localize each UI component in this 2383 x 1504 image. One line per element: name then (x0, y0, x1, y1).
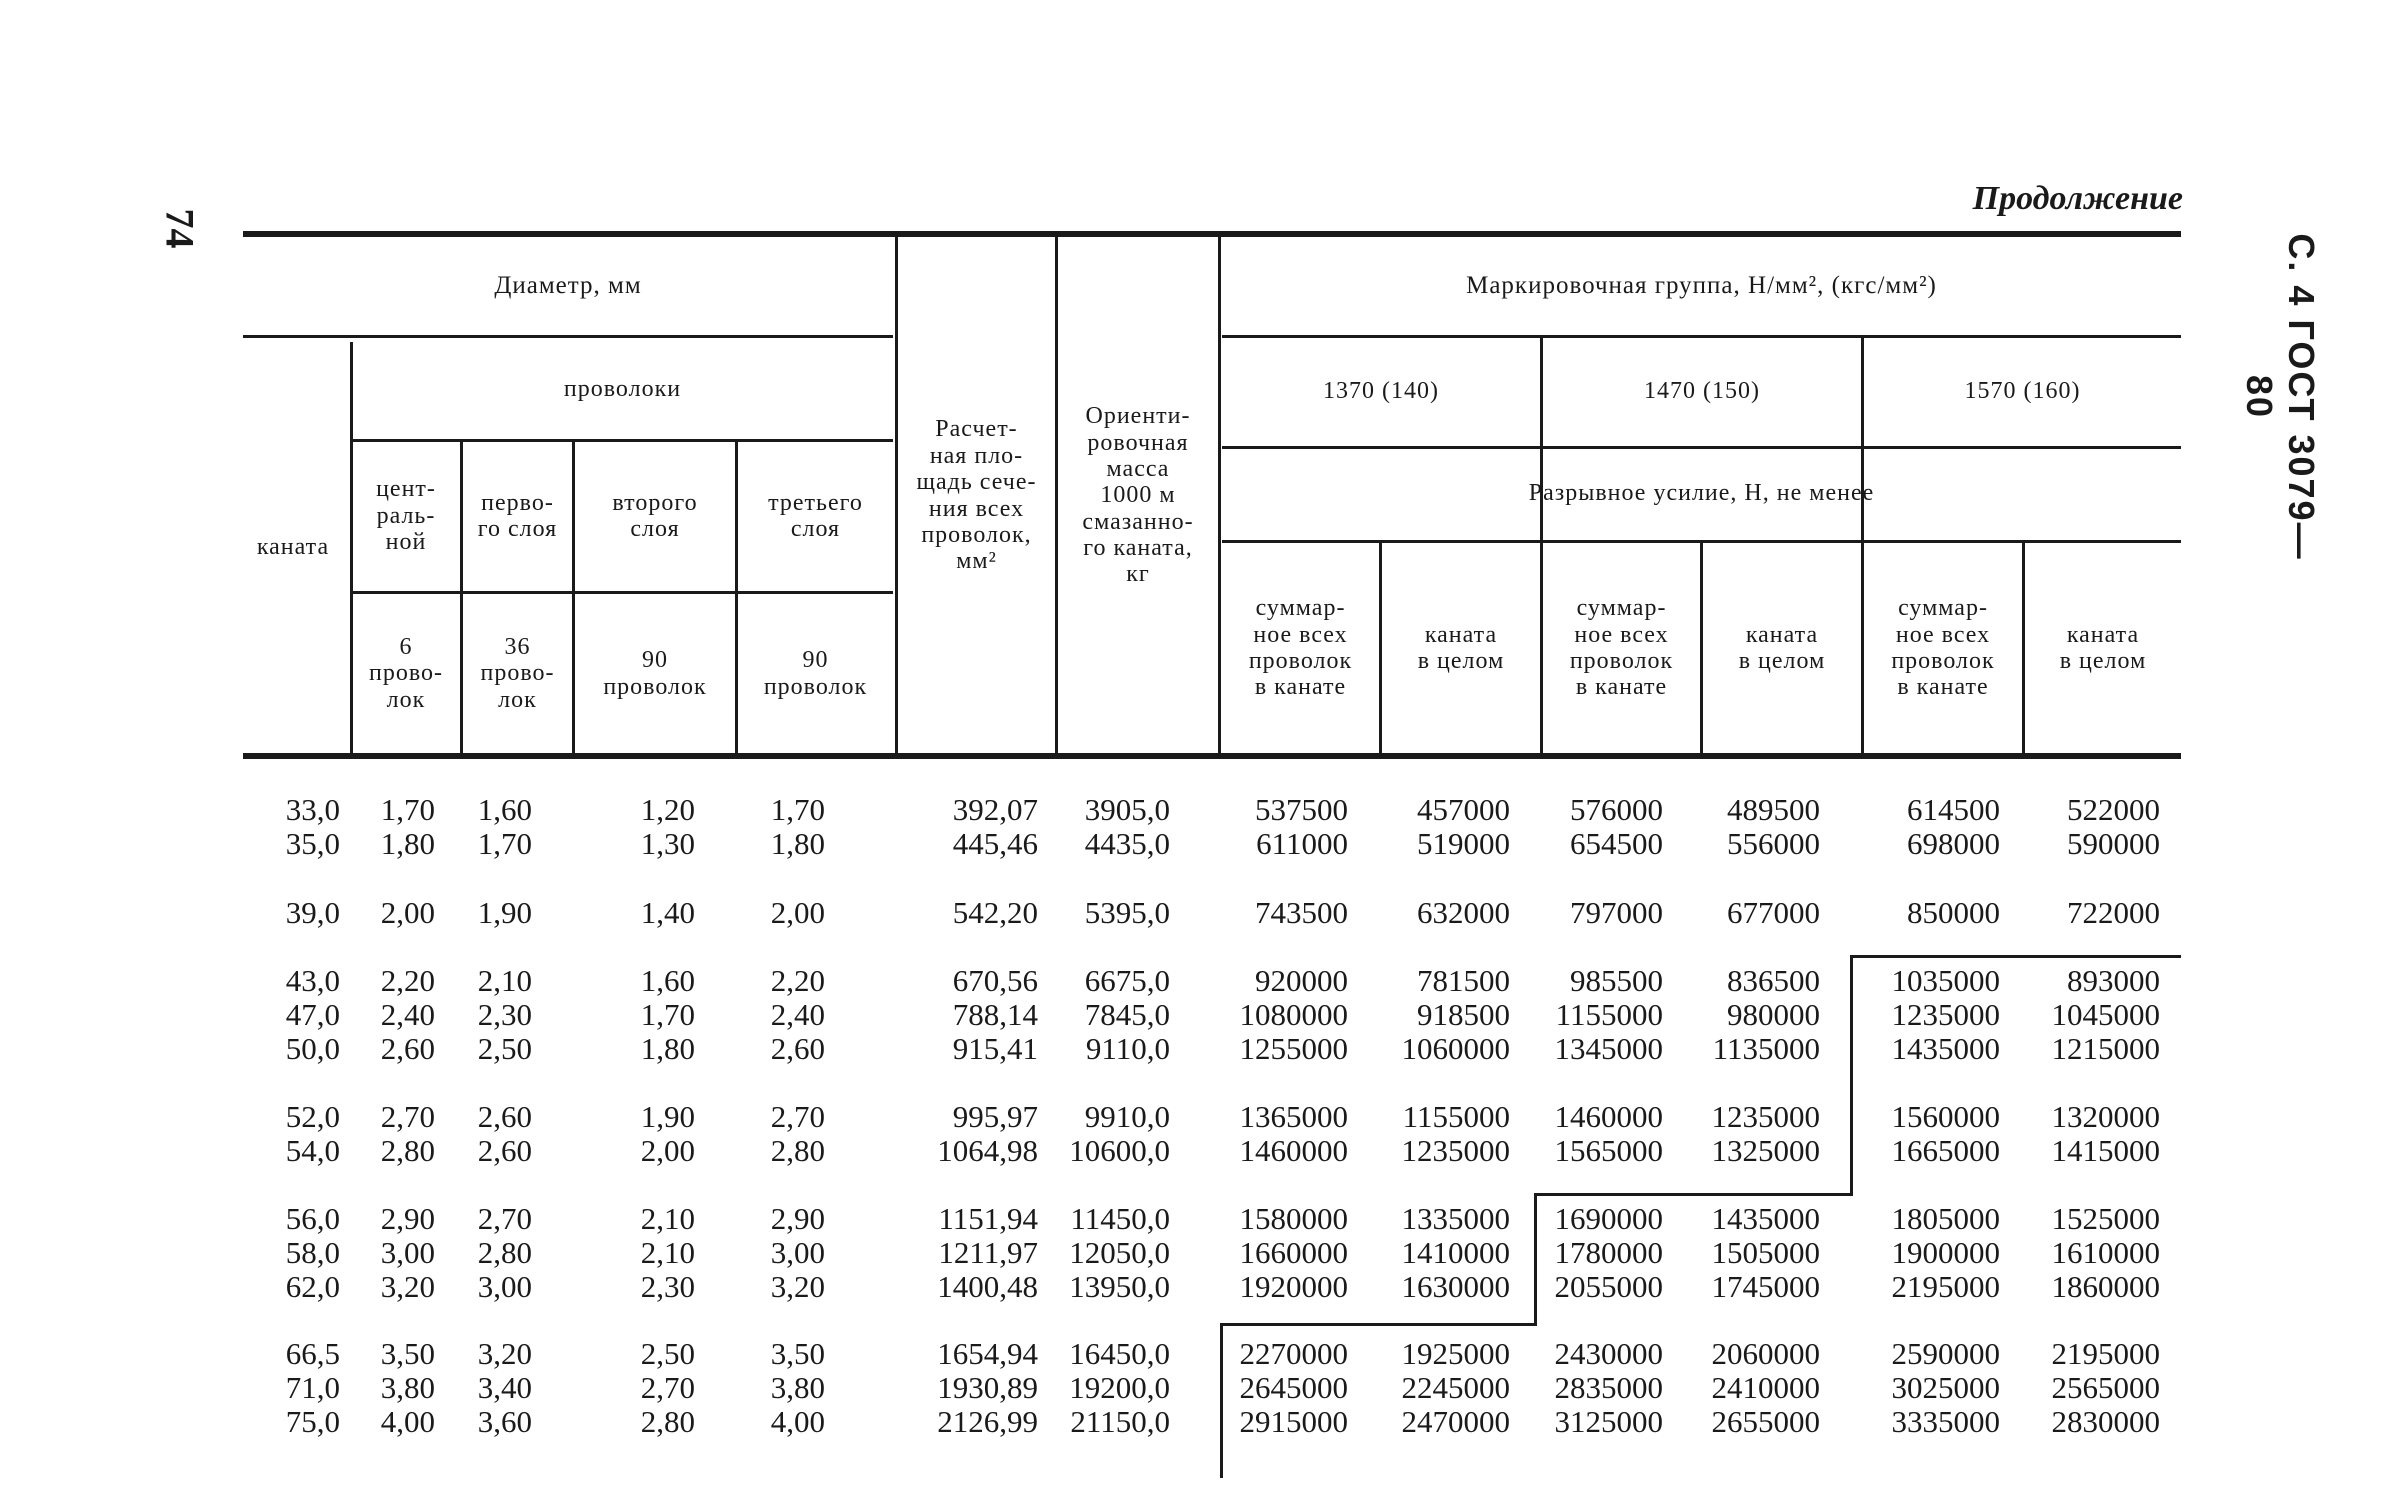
cell-rope-1570: 1415000 (2051, 1133, 2160, 1168)
header-breaking-force: Разрывное усилие, Н, не менее (1528, 480, 1875, 507)
cell-second-layer: 2,50 (640, 1336, 695, 1371)
header-central-count: 6 прово- лок (368, 633, 443, 713)
cell-rope-1570: 2830000 (2051, 1404, 2160, 1439)
cell-first-layer: 2,60 (477, 1099, 532, 1134)
cell-rope-1470: 1235000 (1711, 1099, 1820, 1134)
cell-area: 2126,99 (937, 1404, 1038, 1439)
cell-sum-1470: 576000 (1570, 792, 1663, 827)
cell-rope-1570: 2195000 (2051, 1336, 2160, 1371)
continuation-label: Продолжение (1972, 180, 2183, 217)
cell-rope-1470: 556000 (1727, 826, 1820, 861)
cell-sum-1570: 1560000 (1891, 1099, 2000, 1134)
cell-sum-1470: 2055000 (1554, 1269, 1663, 1304)
cell-third-layer: 1,70 (770, 792, 825, 827)
cell-sum-1470: 654500 (1570, 826, 1663, 861)
cell-second-layer: 1,60 (640, 963, 695, 998)
cell-rope-diameter: 56,0 (285, 1201, 340, 1236)
cell-rope-1570: 893000 (2067, 963, 2160, 998)
cell-area: 1400,48 (937, 1269, 1038, 1304)
cell-sum-1470: 797000 (1570, 895, 1663, 930)
cell-first-layer: 2,70 (477, 1201, 532, 1236)
cell-rope-diameter: 75,0 (285, 1404, 340, 1439)
cell-mass: 16450,0 (1069, 1336, 1170, 1371)
cell-second-layer: 1,30 (640, 826, 695, 861)
cell-rope-diameter: 39,0 (285, 895, 340, 930)
cell-mass: 12050,0 (1069, 1235, 1170, 1270)
cell-rope-1370: 1335000 (1401, 1201, 1510, 1236)
cell-sum-1470: 1460000 (1554, 1099, 1663, 1134)
cell-sum-1370: 2645000 (1239, 1370, 1348, 1405)
cell-second-layer: 1,40 (640, 895, 695, 930)
cell-mass: 21150,0 (1070, 1404, 1170, 1439)
header-rope-whole-3: каната в целом (2059, 621, 2147, 674)
cell-central-wire: 1,70 (380, 792, 435, 827)
cell-rope-1470: 1435000 (1711, 1201, 1820, 1236)
cell-area: 1654,94 (937, 1336, 1038, 1371)
cell-third-layer: 2,80 (770, 1133, 825, 1168)
cell-mass: 4435,0 (1084, 826, 1170, 861)
cell-mass: 11450,0 (1070, 1201, 1170, 1236)
cell-rope-1370: 918500 (1417, 997, 1510, 1032)
cell-sum-1470: 2430000 (1554, 1336, 1663, 1371)
cell-area: 445,46 (952, 826, 1038, 861)
cell-rope-1570: 1610000 (2051, 1235, 2160, 1270)
cell-area: 995,97 (952, 1099, 1038, 1134)
cell-rope-diameter: 43,0 (285, 963, 340, 998)
cell-rope-1370: 1630000 (1401, 1269, 1510, 1304)
cell-first-layer: 1,90 (477, 895, 532, 930)
cell-rope-1370: 2470000 (1401, 1404, 1510, 1439)
cell-sum-1370: 1580000 (1239, 1201, 1348, 1236)
cell-rope-1470: 2655000 (1711, 1404, 1820, 1439)
cell-sum-1370: 920000 (1255, 963, 1348, 998)
header-marking-group: Маркировочная группа, Н/мм², (кгс/мм²) (1466, 271, 1937, 299)
cell-sum-1370: 1920000 (1239, 1269, 1348, 1304)
cell-first-layer: 2,30 (477, 997, 532, 1032)
cell-central-wire: 3,50 (380, 1336, 435, 1371)
cell-third-layer: 2,00 (770, 895, 825, 930)
header-central: цент- раль- ной (376, 476, 436, 556)
cell-area: 788,14 (952, 997, 1038, 1032)
cell-first-layer: 2,10 (477, 963, 532, 998)
cell-sum-1470: 2835000 (1554, 1370, 1663, 1405)
cell-sum-1570: 3025000 (1891, 1370, 2000, 1405)
cell-central-wire: 2,70 (380, 1099, 435, 1134)
cell-rope-diameter: 50,0 (285, 1031, 340, 1066)
header-sum-wires-1: суммар- ное всех проволок в канате (1248, 595, 1353, 701)
header-third-layer: третьего слоя (768, 489, 863, 542)
cell-rope-1570: 590000 (2067, 826, 2160, 861)
cell-rope-1370: 1410000 (1401, 1235, 1510, 1270)
cell-rope-1470: 980000 (1727, 997, 1820, 1032)
header-rope: каната (256, 534, 330, 561)
cell-mass: 19200,0 (1069, 1370, 1170, 1405)
cell-first-layer: 2,80 (477, 1235, 532, 1270)
header-grade-1470: 1470 (150) (1644, 377, 1760, 404)
cell-sum-1470: 1345000 (1554, 1031, 1663, 1066)
cell-mass: 7845,0 (1084, 997, 1170, 1032)
cell-third-layer: 3,50 (770, 1336, 825, 1371)
cell-area: 1211,97 (938, 1235, 1038, 1270)
cell-rope-1370: 632000 (1417, 895, 1510, 930)
header-rope-whole-1: каната в целом (1417, 621, 1505, 674)
header-sum-wires-2: суммар- ное всех проволок в канате (1569, 595, 1674, 701)
cell-second-layer: 2,70 (640, 1370, 695, 1405)
cell-rope-diameter: 47,0 (285, 997, 340, 1032)
cell-third-layer: 2,20 (770, 963, 825, 998)
cell-sum-1370: 1365000 (1239, 1099, 1348, 1134)
cell-central-wire: 2,20 (380, 963, 435, 998)
cell-sum-1370: 743500 (1255, 895, 1348, 930)
vrule-mass (1218, 237, 1221, 753)
cell-second-layer: 1,80 (640, 1031, 695, 1066)
table-header-bottom-rule (243, 753, 2181, 759)
cell-sum-1370: 1660000 (1239, 1235, 1348, 1270)
cell-sum-1570: 850000 (1907, 895, 2000, 930)
cell-rope-1570: 1525000 (2051, 1201, 2160, 1236)
cell-second-layer: 1,90 (640, 1099, 695, 1134)
cell-third-layer: 2,40 (770, 997, 825, 1032)
cell-sum-1470: 3125000 (1554, 1404, 1663, 1439)
cell-rope-1370: 2245000 (1401, 1370, 1510, 1405)
cell-sum-1370: 1080000 (1239, 997, 1348, 1032)
cell-second-layer: 1,70 (640, 997, 695, 1032)
header-wires: проволоки (563, 376, 682, 403)
cell-mass: 10600,0 (1069, 1133, 1170, 1168)
cell-central-wire: 3,00 (380, 1235, 435, 1270)
rule-under-diameter (243, 335, 893, 338)
step-rule-3 (1220, 1323, 1537, 1326)
page-number: 74 (157, 208, 203, 249)
cell-third-layer: 4,00 (770, 1404, 825, 1439)
cell-rope-1570: 1215000 (2051, 1031, 2160, 1066)
header-rope-whole-2: каната в целом (1738, 621, 1826, 674)
cell-second-layer: 1,20 (640, 792, 695, 827)
cell-sum-1370: 2270000 (1239, 1336, 1348, 1371)
step-rule-2 (1534, 1193, 1853, 1196)
cell-rope-1470: 489500 (1727, 792, 1820, 827)
cell-rope-diameter: 33,0 (285, 792, 340, 827)
header-first-layer: перво- го слоя (477, 489, 558, 542)
step-rule-1 (1850, 955, 2181, 958)
cell-sum-1470: 1690000 (1554, 1201, 1663, 1236)
cell-area: 542,20 (952, 895, 1038, 930)
cell-second-layer: 2,80 (640, 1404, 695, 1439)
cell-rope-diameter: 54,0 (285, 1133, 340, 1168)
cell-rope-1570: 522000 (2067, 792, 2160, 827)
cell-central-wire: 4,00 (380, 1404, 435, 1439)
cell-rope-1470: 677000 (1727, 895, 1820, 930)
cell-rope-1370: 1235000 (1401, 1133, 1510, 1168)
cell-area: 392,07 (952, 792, 1038, 827)
cell-first-layer: 3,20 (477, 1336, 532, 1371)
cell-first-layer: 3,60 (477, 1404, 532, 1439)
cell-rope-diameter: 58,0 (285, 1235, 340, 1270)
cell-area: 915,41 (952, 1031, 1038, 1066)
cell-first-layer: 3,40 (477, 1370, 532, 1405)
cell-sum-1570: 3335000 (1891, 1404, 2000, 1439)
cell-rope-1470: 2060000 (1711, 1336, 1820, 1371)
cell-sum-1470: 1565000 (1554, 1133, 1663, 1168)
cell-rope-diameter: 35,0 (285, 826, 340, 861)
cell-sum-1570: 698000 (1907, 826, 2000, 861)
header-first-count: 36 прово- лок (480, 633, 555, 713)
cell-rope-1370: 781500 (1417, 963, 1510, 998)
cell-rope-1570: 1045000 (2051, 997, 2160, 1032)
cell-area: 1151,94 (938, 1201, 1038, 1236)
cell-rope-1570: 722000 (2067, 895, 2160, 930)
cell-second-layer: 2,30 (640, 1269, 695, 1304)
cell-third-layer: 2,90 (770, 1201, 825, 1236)
cell-sum-1370: 537500 (1255, 792, 1348, 827)
cell-sum-1470: 1155000 (1555, 997, 1663, 1032)
cell-sum-1470: 985500 (1570, 963, 1663, 998)
cell-rope-1470: 1135000 (1712, 1031, 1820, 1066)
cell-sum-1570: 1035000 (1891, 963, 2000, 998)
cell-sum-1370: 611000 (1256, 826, 1348, 861)
header-mass: Ориенти- ровочная масса 1000 м смазанно- го каната, кг (1082, 403, 1194, 588)
cell-rope-1370: 1155000 (1402, 1099, 1510, 1134)
cell-rope-diameter: 66,5 (285, 1336, 340, 1371)
cell-mass: 5395,0 (1084, 895, 1170, 930)
cell-first-layer: 1,60 (477, 792, 532, 827)
cell-first-layer: 3,00 (477, 1269, 532, 1304)
cell-third-layer: 1,80 (770, 826, 825, 861)
cell-sum-1570: 1235000 (1891, 997, 2000, 1032)
cell-mass: 9110,0 (1085, 1031, 1170, 1066)
cell-third-layer: 3,80 (770, 1370, 825, 1405)
cell-sum-1570: 1665000 (1891, 1133, 2000, 1168)
header-diameter: Диаметр, мм (494, 271, 642, 299)
cell-central-wire: 2,60 (380, 1031, 435, 1066)
cell-rope-1370: 519000 (1417, 826, 1510, 861)
cell-sum-1570: 1805000 (1891, 1201, 2000, 1236)
header-area: Расчет- ная пло- щадь сече- ния всех проволок, мм² (916, 416, 1037, 575)
cell-third-layer: 2,60 (770, 1031, 825, 1066)
cell-sum-1470: 1780000 (1554, 1235, 1663, 1270)
cell-mass: 6675,0 (1084, 963, 1170, 998)
cell-third-layer: 2,70 (770, 1099, 825, 1134)
cell-central-wire: 1,80 (380, 826, 435, 861)
cell-second-layer: 2,10 (640, 1201, 695, 1236)
cell-central-wire: 3,20 (380, 1269, 435, 1304)
cell-area: 1930,89 (937, 1370, 1038, 1405)
cell-rope-1470: 2410000 (1711, 1370, 1820, 1405)
step-vrule-3 (1220, 1323, 1223, 1478)
cell-third-layer: 3,20 (770, 1269, 825, 1304)
cell-rope-1470: 1505000 (1711, 1235, 1820, 1270)
cell-rope-diameter: 52,0 (285, 1099, 340, 1134)
cell-sum-1570: 2590000 (1891, 1336, 2000, 1371)
cell-sum-1370: 1460000 (1239, 1133, 1348, 1168)
cell-rope-1470: 1325000 (1711, 1133, 1820, 1168)
header-second-layer: второго слоя (612, 489, 698, 542)
cell-sum-1570: 1435000 (1891, 1031, 2000, 1066)
header-grade-1370: 1370 (140) (1323, 377, 1439, 404)
cell-first-layer: 2,60 (477, 1133, 532, 1168)
cell-rope-1370: 457000 (1417, 792, 1510, 827)
cell-sum-1570: 2195000 (1891, 1269, 2000, 1304)
cell-rope-diameter: 62,0 (285, 1269, 340, 1304)
cell-second-layer: 2,00 (640, 1133, 695, 1168)
cell-mass: 3905,0 (1084, 792, 1170, 827)
header-second-count: 90 проволок (603, 647, 707, 700)
cell-third-layer: 3,00 (770, 1235, 825, 1270)
cell-first-layer: 1,70 (477, 826, 532, 861)
cell-rope-1570: 2565000 (2051, 1370, 2160, 1405)
cell-central-wire: 2,00 (380, 895, 435, 930)
cell-rope-1470: 836500 (1727, 963, 1820, 998)
cell-rope-1570: 1860000 (2051, 1269, 2160, 1304)
cell-sum-1570: 1900000 (1891, 1235, 2000, 1270)
header-sum-wires-3: суммар- ное всех проволок в канате (1891, 595, 1995, 701)
cell-central-wire: 3,80 (380, 1370, 435, 1405)
cell-rope-1370: 1060000 (1401, 1031, 1510, 1066)
table-top-rule (243, 231, 2181, 237)
step-vrule-1 (1850, 955, 1853, 1195)
step-vrule-2 (1534, 1193, 1537, 1325)
cell-area: 670,56 (952, 963, 1038, 998)
cell-first-layer: 2,50 (477, 1031, 532, 1066)
cell-mass: 9910,0 (1084, 1099, 1170, 1134)
cell-rope-1570: 1320000 (2051, 1099, 2160, 1134)
cell-rope-1370: 1925000 (1401, 1336, 1510, 1371)
cell-area: 1064,98 (937, 1133, 1038, 1168)
cell-central-wire: 2,90 (380, 1201, 435, 1236)
cell-rope-1470: 1745000 (1711, 1269, 1820, 1304)
cell-central-wire: 2,40 (380, 997, 435, 1032)
header-grade-1570: 1570 (160) (1964, 377, 2081, 404)
header-third-count: 90 проволок (763, 647, 868, 700)
cell-rope-diameter: 71,0 (285, 1370, 340, 1405)
cell-sum-1370: 2915000 (1239, 1404, 1348, 1439)
cell-mass: 13950,0 (1069, 1269, 1170, 1304)
document-side-title: С. 4 ГОСТ 3079—80 (2239, 233, 2322, 561)
cell-sum-1370: 1255000 (1239, 1031, 1348, 1066)
cell-central-wire: 2,80 (380, 1133, 435, 1168)
cell-second-layer: 2,10 (640, 1235, 695, 1270)
cell-sum-1570: 614500 (1907, 792, 2000, 827)
